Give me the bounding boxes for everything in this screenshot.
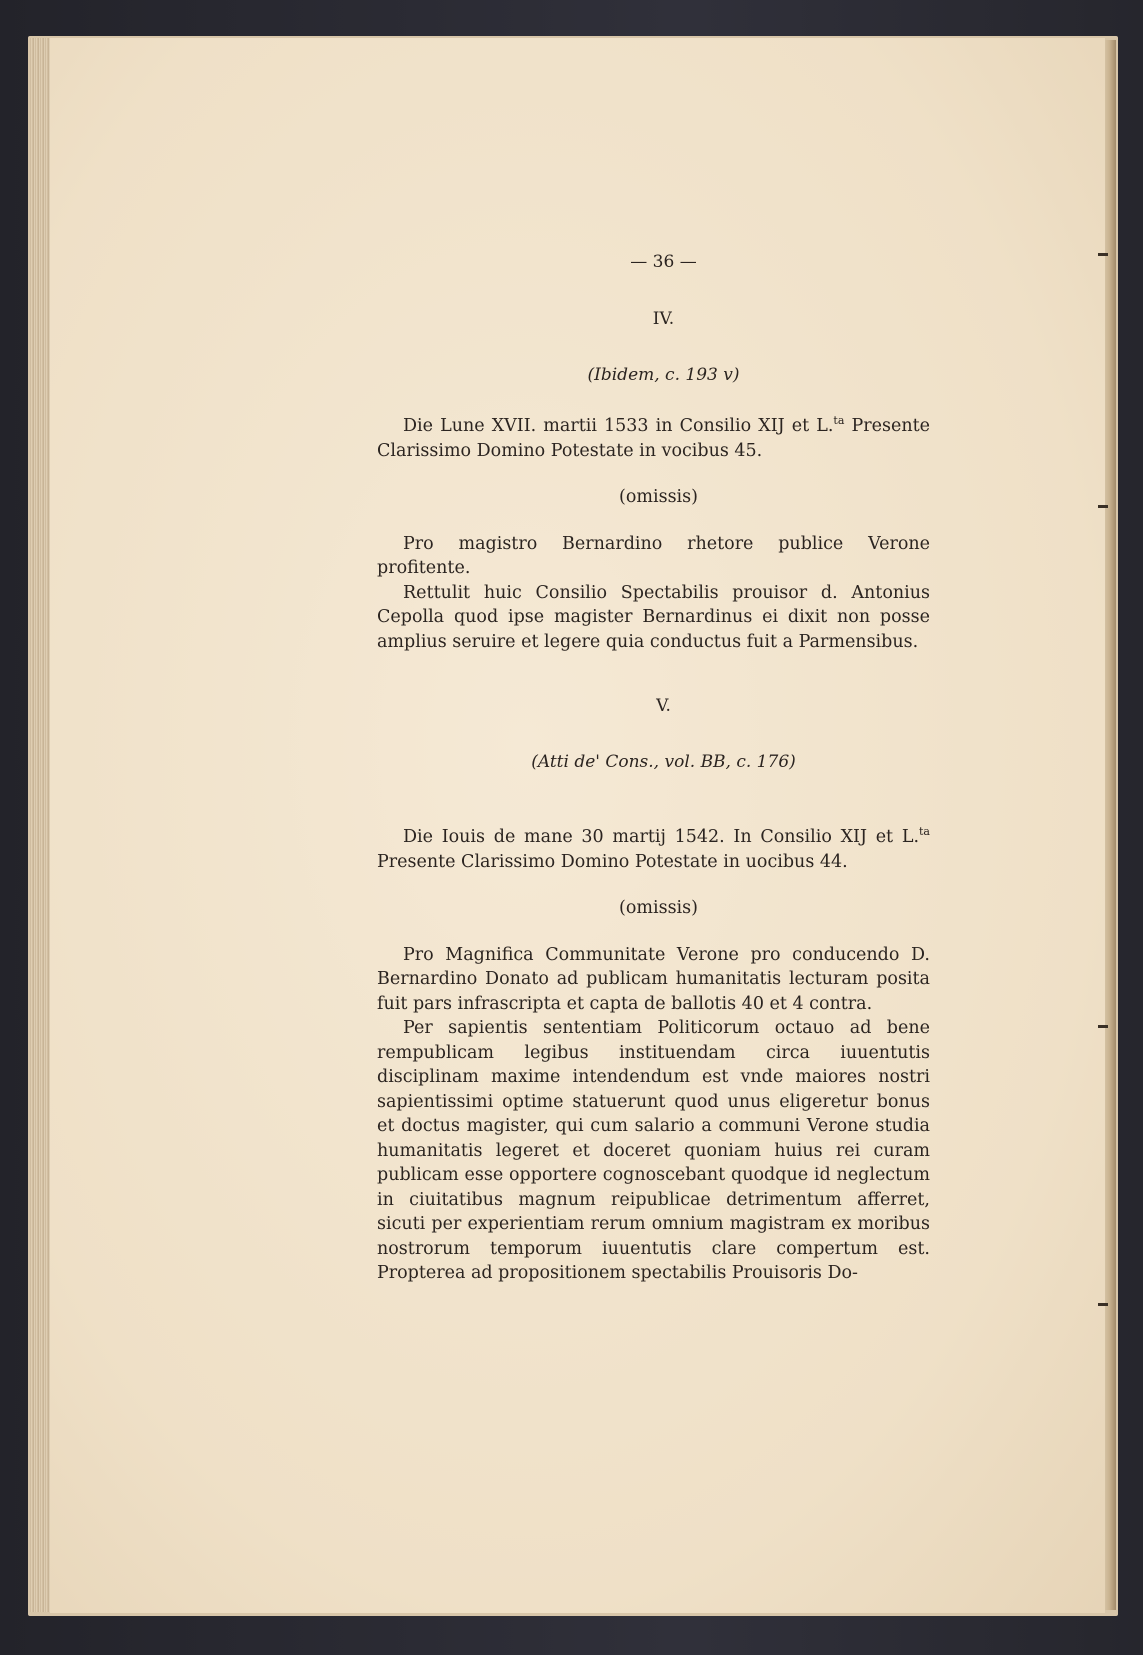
paragraph: Per sapientis sententiam Politicorum octauo ad bene rempublicam legibus instituendam circa iuuentutis disciplinam maxime intendendum est vnde maiores nostri sapientissimi optime statuerunt quod unus eligeretur bonus et doctus magister, qui cum salario a communi Verone studia humanitatis legeret et doceret quoniam huius rei curam publicam esse opportere cognoscebant quodque id neglectum in ciuitatibus magnum reipublicae detrimentum afferret, sicuti per experientiam rerum omnium magistram ex moribus nostrorum temporum iuuentutis clare compertum est. Propterea ad propositionem spectabilis Prouisoris Do- [377, 1018, 930, 1283]
paragraph: Pro magistro Bernardino rhetore publice Verone profitente. [377, 533, 930, 578]
section-number: IV. [652, 309, 675, 329]
paragraph: Pro Magnifica Communitate Verone pro conducendo D. Bernardino Donato ad publicam humanitatis lecturam posita fuit pars infrascripta et capta de ballotis 40 et 4 contra. [377, 944, 930, 1014]
page-tab-mark [1098, 505, 1108, 508]
session-header: Die Lune XVII. martii 1533 in Consilio XIJ et L.$^{ta}$ Presente Clarissimo Domino Potestate in vocibus 45. [377, 414, 930, 461]
source-citation: (Ibidem, c. 193 v) [587, 364, 740, 385]
paragraph: Rettulit huic Consilio Spectabilis prouisor d. Antonius Cepolla quod ipse magister Bernardinus ei dixit non posse amplius seruire et legere quia conductus fuit a Parmensibus. [377, 582, 930, 652]
page-content [377, 250, 930, 1286]
page-tab-mark [1098, 1025, 1108, 1028]
session-header: Die Iouis de mane 30 martij 1542. In Consilio XIJ et L.$^{ta}$ Presente Clarissimo Domino Potestate in uocibus 44. [377, 825, 930, 872]
omissis-note: (omissis) [619, 898, 698, 918]
page-tab-mark [1098, 253, 1108, 256]
source-citation: (Atti de' Cons., vol. BB, c. 176) [531, 751, 796, 772]
page-tab-mark [1098, 1303, 1108, 1306]
section-number: V. [656, 696, 671, 716]
omissis-note: (omissis) [619, 487, 698, 507]
page-number: — 36 — [630, 252, 697, 272]
